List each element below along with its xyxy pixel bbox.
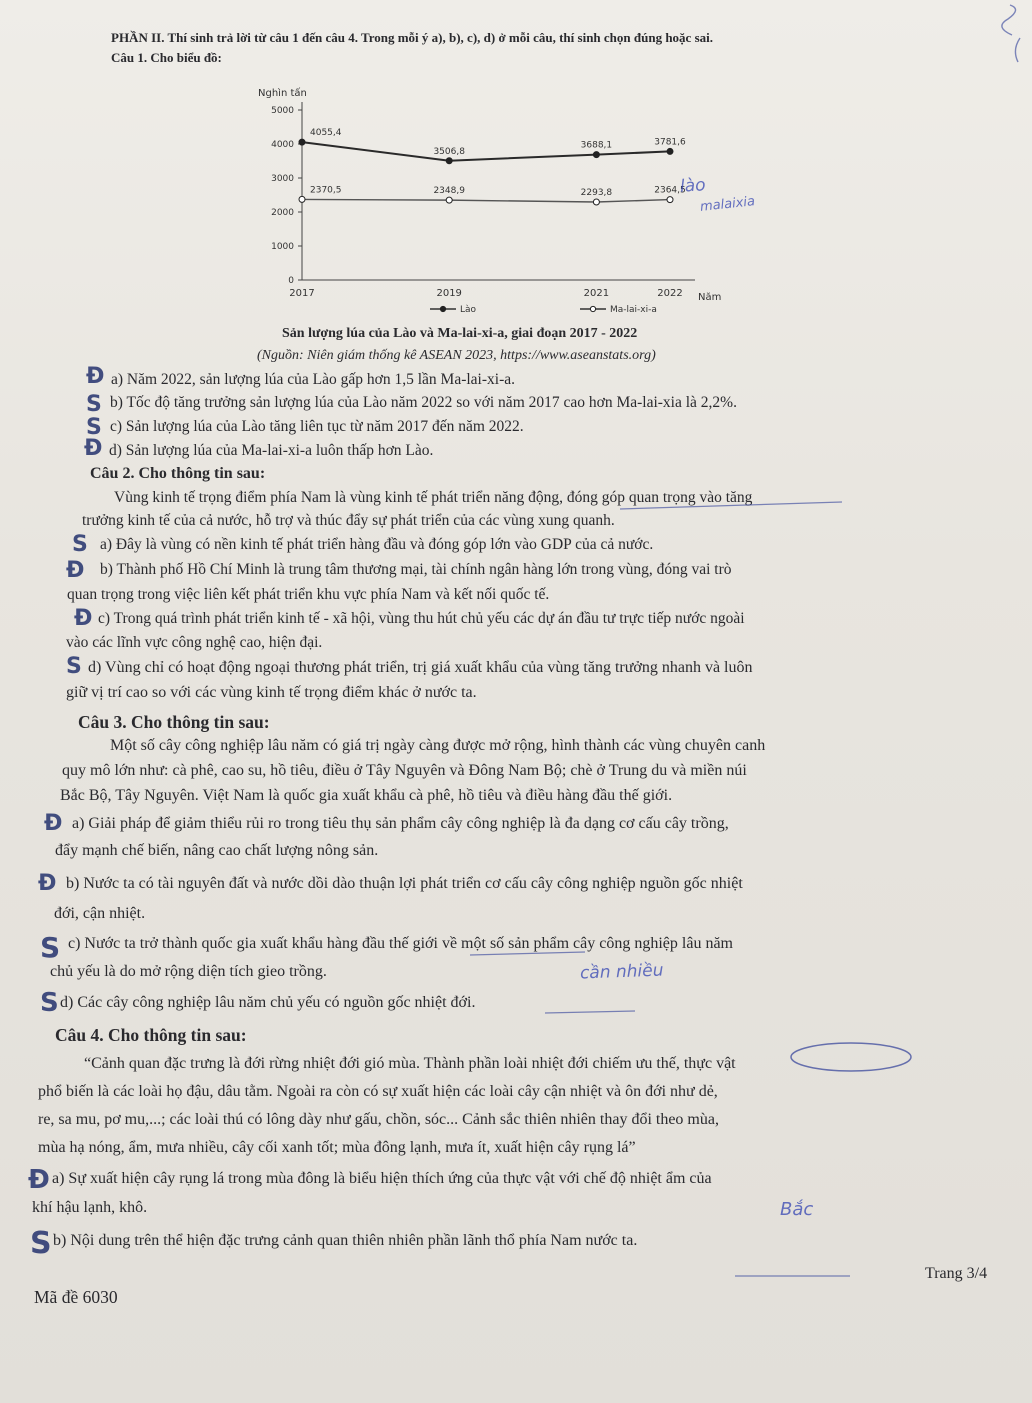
q3-intro-line3: Bắc Bộ, Tây Nguyên. Việt Nam là quốc gia xuất khẩu cà phê, hồ tiêu và điều hàng đầu thế giới. xyxy=(60,787,673,804)
q2-intro-line2: trưởng kinh tế của cả nước, hỗ trợ và thúc đẩy sự phát triển của các vùng xung quanh. xyxy=(82,512,615,529)
q1-item-a: a) Năm 2022, sản lượng lúa của Lào gấp hơn 1,5 lần Ma-lai-xi-a. xyxy=(111,371,515,388)
q3-item-a-line2: đẩy mạnh chế biến, nâng cao chất lượng nông sản. xyxy=(55,842,379,859)
y-tick-label: 5000 xyxy=(271,106,294,116)
data-label: 2348,9 xyxy=(433,186,465,197)
answer-mark: Đ xyxy=(28,1165,50,1195)
x-tick-label: 2022 xyxy=(657,288,683,299)
q2-item-c-line1: c) Trong quá trình phát triển kinh tế - xã hội, vùng thu hút chủ yếu các dự án đầu tư trực tiếp nước ngoài xyxy=(98,610,745,627)
q4-intro-line2: phổ biến là các loài họ đậu, dâu tằm. Ngoài ra còn có sự xuất hiện các loài cây cận nhiệt và ôn đới như dẻ, xyxy=(38,1083,718,1100)
q1-label: Câu 1. Cho biểu đồ: xyxy=(111,50,222,65)
answer-mark: S xyxy=(40,931,61,964)
x-tick-label: 2019 xyxy=(436,288,462,299)
handwriting-lao: lào xyxy=(679,175,707,197)
answer-mark: Đ xyxy=(84,436,103,461)
q2-item-b-line1: b) Thành phố Hồ Chí Minh là trung tâm thương mại, tài chính ngân hàng lớn trong vùng, đóng vai trò xyxy=(100,561,732,578)
q4-item-b: b) Nội dung trên thể hiện đặc trưng cảnh quan thiên nhiên phần lãnh thổ phía Nam nước ta. xyxy=(53,1232,638,1249)
page-number: Trang 3/4 xyxy=(925,1265,988,1282)
x-tick-label: 2021 xyxy=(583,288,610,299)
answer-mark: Đ xyxy=(74,606,93,631)
q1-item-c: c) Sản lượng lúa của Lào tăng liên tục từ năm 2017 đến năm 2022. xyxy=(110,418,524,435)
data-label: 3688,1 xyxy=(580,140,613,151)
q4-intro-line4: mùa hạ nóng, ẩm, mưa nhiều, cây cối xanh tốt; mùa đông lạnh, mưa ít, xuất hiện cây rụng lá” xyxy=(38,1139,636,1156)
q3-label: Câu 3. Cho thông tin sau: xyxy=(78,712,270,732)
data-label: 2370,5 xyxy=(310,185,342,196)
q4-item-a-line1: a) Sự xuất hiện cây rụng lá trong mùa đông là biểu hiện thích ứng của thực vật với chế độ nhiệt ẩm của xyxy=(52,1170,712,1187)
chart-caption: Sản lượng lúa của Lào và Ma-lai-xi-a, giai đoạn 2017 - 2022 xyxy=(282,326,638,341)
legend-label: Lào xyxy=(460,305,477,315)
answer-mark: Đ xyxy=(86,364,105,389)
y-tick-label: 4000 xyxy=(271,140,294,150)
q2-item-d-line2: giữ vị trí cao so với các vùng kinh tế trọng điểm khác ở nước ta. xyxy=(66,684,477,701)
x-axis-label: Năm xyxy=(698,292,722,303)
y-tick-label: 2000 xyxy=(271,208,294,218)
answer-mark: S xyxy=(86,392,102,417)
answer-mark: S xyxy=(66,654,82,679)
q2-item-c-line2: vào các lĩnh vực công nghệ cao, hiện đại. xyxy=(66,634,323,651)
handwriting-bac: Bắc xyxy=(780,1199,814,1220)
answer-mark: S xyxy=(30,1226,52,1261)
q1-item-b: b) Tốc độ tăng trưởng sản lượng lúa của Lào năm 2022 so với năm 2017 cao hơn Ma-lai-xia là 2,2%. xyxy=(110,394,737,411)
answer-mark: S xyxy=(72,532,88,557)
legend-label: Ma-lai-xi-a xyxy=(610,305,657,315)
q2-intro-line1: Vùng kinh tế trọng điểm phía Nam là vùng kinh tế phát triển năng động, đóng góp quan trọng vào tăng xyxy=(114,489,753,506)
x-tick-label: 2017 xyxy=(289,288,315,299)
q3-item-a-line1: a) Giải pháp để giảm thiểu rủi ro trong tiêu thụ sản phẩm cây công nghiệp là đa dạng cơ cấu cây trồng, xyxy=(72,815,729,832)
q3-item-c-line1: c) Nước ta trở thành quốc gia xuất khẩu hàng đầu thế giới về một số sản phẩm cây công nghiệp lâu năm xyxy=(68,935,733,952)
y-tick-label: 0 xyxy=(288,276,294,286)
answer-mark: Đ xyxy=(44,811,63,836)
q4-item-a-line2: khí hậu lạnh, khô. xyxy=(32,1199,148,1216)
y-tick-label: 3000 xyxy=(271,174,294,184)
handwriting-malaixia: malaixia xyxy=(699,194,756,215)
q4-intro-line3: re, sa mu, pơ mu,...; các loài thú có lông dày như gấu, chồn, sóc... Cảnh sắc thiên nhiên thay đổi theo mùa, xyxy=(38,1111,719,1128)
data-label: 4055,4 xyxy=(310,128,342,139)
q1-item-d: d) Sản lượng lúa của Ma-lai-xi-a luôn thấp hơn Lào. xyxy=(109,442,434,459)
q3-item-b-line1: b) Nước ta có tài nguyên đất và nước dồi dào thuận lợi phát triển cơ cấu cây công nghiệp nguồn gốc nhiệt xyxy=(66,875,743,892)
q3-item-d: d) Các cây công nghiệp lâu năm chủ yếu có nguồn gốc nhiệt đới. xyxy=(60,994,476,1011)
y-tick-label: 1000 xyxy=(271,242,294,252)
data-label: 2364,5 xyxy=(654,185,686,196)
chart-source: (Nguồn: Niên giám thống kê ASEAN 2023, https://www.aseanstats.org) xyxy=(257,348,656,363)
answer-mark: Đ xyxy=(38,871,57,896)
q4-intro-line1: “Cảnh quan đặc trưng là đới rừng nhiệt đới gió mùa. Thành phần loài nhiệt đới chiếm ưu thế, thực vật xyxy=(84,1055,736,1072)
q2-label: Câu 2. Cho thông tin sau: xyxy=(90,465,266,482)
data-label: 2293,8 xyxy=(580,188,613,199)
q2-item-b-line2: quan trọng trong việc liên kết phát triển khu vực phía Nam và kết nối quốc tế. xyxy=(67,586,550,603)
data-label: 3506,8 xyxy=(433,146,465,157)
q3-intro-line2: quy mô lớn như: cà phê, cao su, hồ tiêu, điều ở Tây Nguyên và Đông Nam Bộ; chè ở Trung du và miền núi xyxy=(62,762,747,779)
answer-mark: S xyxy=(86,415,102,440)
answer-mark: Đ xyxy=(66,558,85,583)
q3-item-c-line2: chủ yếu là do mở rộng diện tích gieo trồng. xyxy=(50,963,327,980)
exam-code: Mã đề 6030 xyxy=(34,1287,118,1307)
y-axis-label: Nghìn tấn xyxy=(258,88,307,99)
q2-item-d-line1: d) Vùng chỉ có hoạt động ngoại thương phát triển, trị giá xuất khẩu của vùng tăng trưởng nhanh và luôn xyxy=(88,659,753,676)
part-instruction: PHẦN II. Thí sinh trả lời từ câu 1 đến câu 4. Trong mỗi ý a), b), c), d) ở mỗi câu, thí sinh chọn đúng hoặc sai. xyxy=(111,30,713,45)
handwriting-cam-nhieu: cần nhiều xyxy=(579,960,664,984)
answer-mark: S xyxy=(40,988,59,1018)
q2-item-a: a) Đây là vùng có nền kinh tế phát triển hàng đầu và đóng góp lớn vào GDP của cả nước. xyxy=(100,536,654,553)
q4-label: Câu 4. Cho thông tin sau: xyxy=(55,1025,247,1045)
data-label: 3781,6 xyxy=(654,137,686,148)
q3-item-b-line2: đới, cận nhiệt. xyxy=(54,905,146,922)
q3-intro-line1: Một số cây công nghiệp lâu năm có giá trị ngày càng được mở rộng, hình thành các vùng chuyên canh xyxy=(110,737,766,754)
